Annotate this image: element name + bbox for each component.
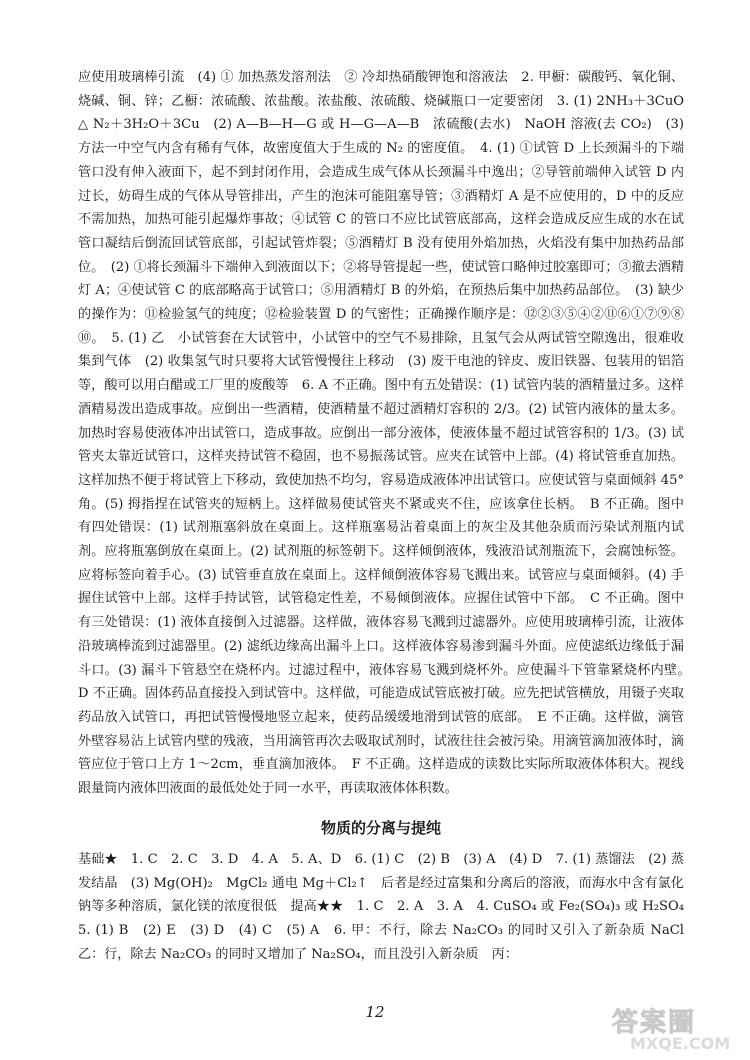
answer-paragraph-chem-experiments: 应使用玻璃棒引流 (4) ① 加热蒸发溶剂法 ② 冷却热硝酸钾饱和溶液法 2. 甲橱：碳酸钙、氧化铜、烧碱、铜、锌；乙橱：浓硫酸、浓盐酸。浓盐酸、浓硫酸、烧碱瓶口一定要密闭 3. (1) 2NH₃＋3CuO △ N₂＋3H₂O＋3Cu (2) A—B—H—G 或 H—G—A—B 浓硫酸(去水) NaOH 溶液(去 CO₂) (3) 方法一中空气内含有稀有气体，故密度值大于生成的 N₂ 的密度值。 4. (1) ①试管 D 上长颈漏斗的下端管口没有伸入液面下，起不到封闭作用，会造成生成气体从长颈漏斗中逸出；②导管前端伸入试管 D 内过长，妨碍生成的气体从导管排出，产生的泡沫可能阻塞导管；③酒精灯 A 是不应使用的，D 中的反应不需加热，加热可能引起爆炸事故；④试管 C 的管口不应比试管底部高，这样会造成反应生成的水在试管口凝结后倒流回试管底部，引起试管炸裂；⑤酒精灯 B 没有使用外焰加热，火焰没有集中加热药品部位。 (2) ①将长颈漏斗下端伸入到液面以下；②将导管提起一些，使试管口略伸过胶塞即可；③撤去酒精灯 A；④使试管 C 的底部略高于试管口；⑤用酒精灯 B 的外焰，在预热后集中加热药品部位。 (3) 缺少的操作为：⑪检验氢气的纯度；⑫检验装置 D 的气密性；正确操作顺序是：⑫②③⑤④②⑪⑥①⑦⑨⑧⑩。 5. (1) 乙 小试管套在大试管中，小试管中的空气不易排除，且氢气会从两试管空隙逸出，很难收集到气体 (2) 收集氢气时只要将大试管慢慢往上移动 (3) 废干电池的锌皮、废旧铁器、包装用的铝箔等，酸可以用白醋或工厂里的废酸等 6. A 不正确。图中有五处错误：(1) 试管内装的酒精量过多。这样酒精易泼出造成事故。应倒出一些酒精，使酒精量不超过酒精灯容积的 2/3。(2) 试管内液体的量太多。加热时容易使液体冲出试管口，造成事故。应倒出一部分液体，使液体量不超过试管容积的 1/3。(3) 试管夹太靠近试管口，这样夹持试管不稳固，也不易振荡试管。应夹在试管中上部。(4) 将试管垂直加热。这样加热不便于将试管上下移动，致使加热不均匀，容易造成液体冲出试管口。应使试管与桌面倾斜 45°角。(5) 拇指捏在试管夹的短柄上。这样做易使试管夹不紧或夹不住，应该拿住长柄。 B 不正确。图中有四处错误：(1) 试剂瓶塞斜放在桌面上。这样瓶塞易沾着桌面上的灰尘及其他杂质而污染试剂瓶内试剂。应将瓶塞倒放在桌面上。(2) 试剂瓶的标签朝下。这样倾倒液体，残液沿试剂瓶流下，会腐蚀标签。应将标签向着手心。(3) 试管垂直放在桌面上。这样倾倒液体容易飞溅出来。试管应与桌面倾斜。(4) 手握住试管中上部。这样手持试管，试管稳定性差，不易倾倒液体。应握住试管中下部。 C 不正确。图中有三处错误：(1) 液体直接倒入过滤器。这样做，液体容易飞溅到过滤器外。应使用玻璃棒引流，让液体沿玻璃棒流到过滤器里。(2) 滤纸边缘高出漏斗上口。这样液体容易渗到漏斗外面。应使滤纸边缘低于漏斗口。(3) 漏斗下管悬空在烧杯内。过滤过程中，液体容易飞溅到烧杯外。应使漏斗下管靠紧烧杯内壁。 D 不正确。固体药品直接投入到试管中。这样做，可能造成试管底被打破。应先把试管横放，用镊子夹取药品放入试管口，再把试管慢慢地竖立起来，使药品缓缓地滑到试管的底部。 E 不正确。这样做，滴管外壁容易沾上试管内壁的残液，当用滴管再次去吸取试剂时，试液往往会被污染。用滴管滴加液体时，滴管应位于管口上方 1～2cm，垂直滴加液体。 F 不正确。这样造成的读数比实际所取液体体积大。视线跟量筒内液体凹液面的最低处处于同一水平，再读取液体体积数。 [78,70,698,797]
answer-page [78,66,698,966]
section-title: 物质的分离与提纯 [320,818,441,837]
page-number: 12 [365,1003,385,1021]
answer-paragraph-separation: 基础★ 1. C 2. C 3. D 4. A 5. A、D 6. (1) C (2) B (3) A (4) D 7. (1) 蒸馏法 (2) 蒸发结晶 (3) Mg(OH)₂ MgCl₂ 通电 Mg＋Cl₂↑ 后者是经过富集和分离后的溶液，而海水中含有氯化钠等多种溶质，氯化镁的浓度很低 提高★★ 1. C 2. A 3. A 4. CuSO₄ 或 Fe₂(SO₄)₃ 或 H₂SO₄ 5. (1) B (2) E (3) D (4) C (5) A 6. 甲：不行，除去 Na₂CO₃ 的同时又引入了新杂质 NaCl 乙：行，除去 Na₂CO₃ 的同时又增加了 Na₂SO₄，而且没引入新杂质 丙： [78,851,698,962]
watermark-main-text: 答案圈 [612,1008,697,1038]
site-watermark-logo [612,1002,742,1054]
watermark-sub-text: MXQE.COM [630,1034,731,1053]
